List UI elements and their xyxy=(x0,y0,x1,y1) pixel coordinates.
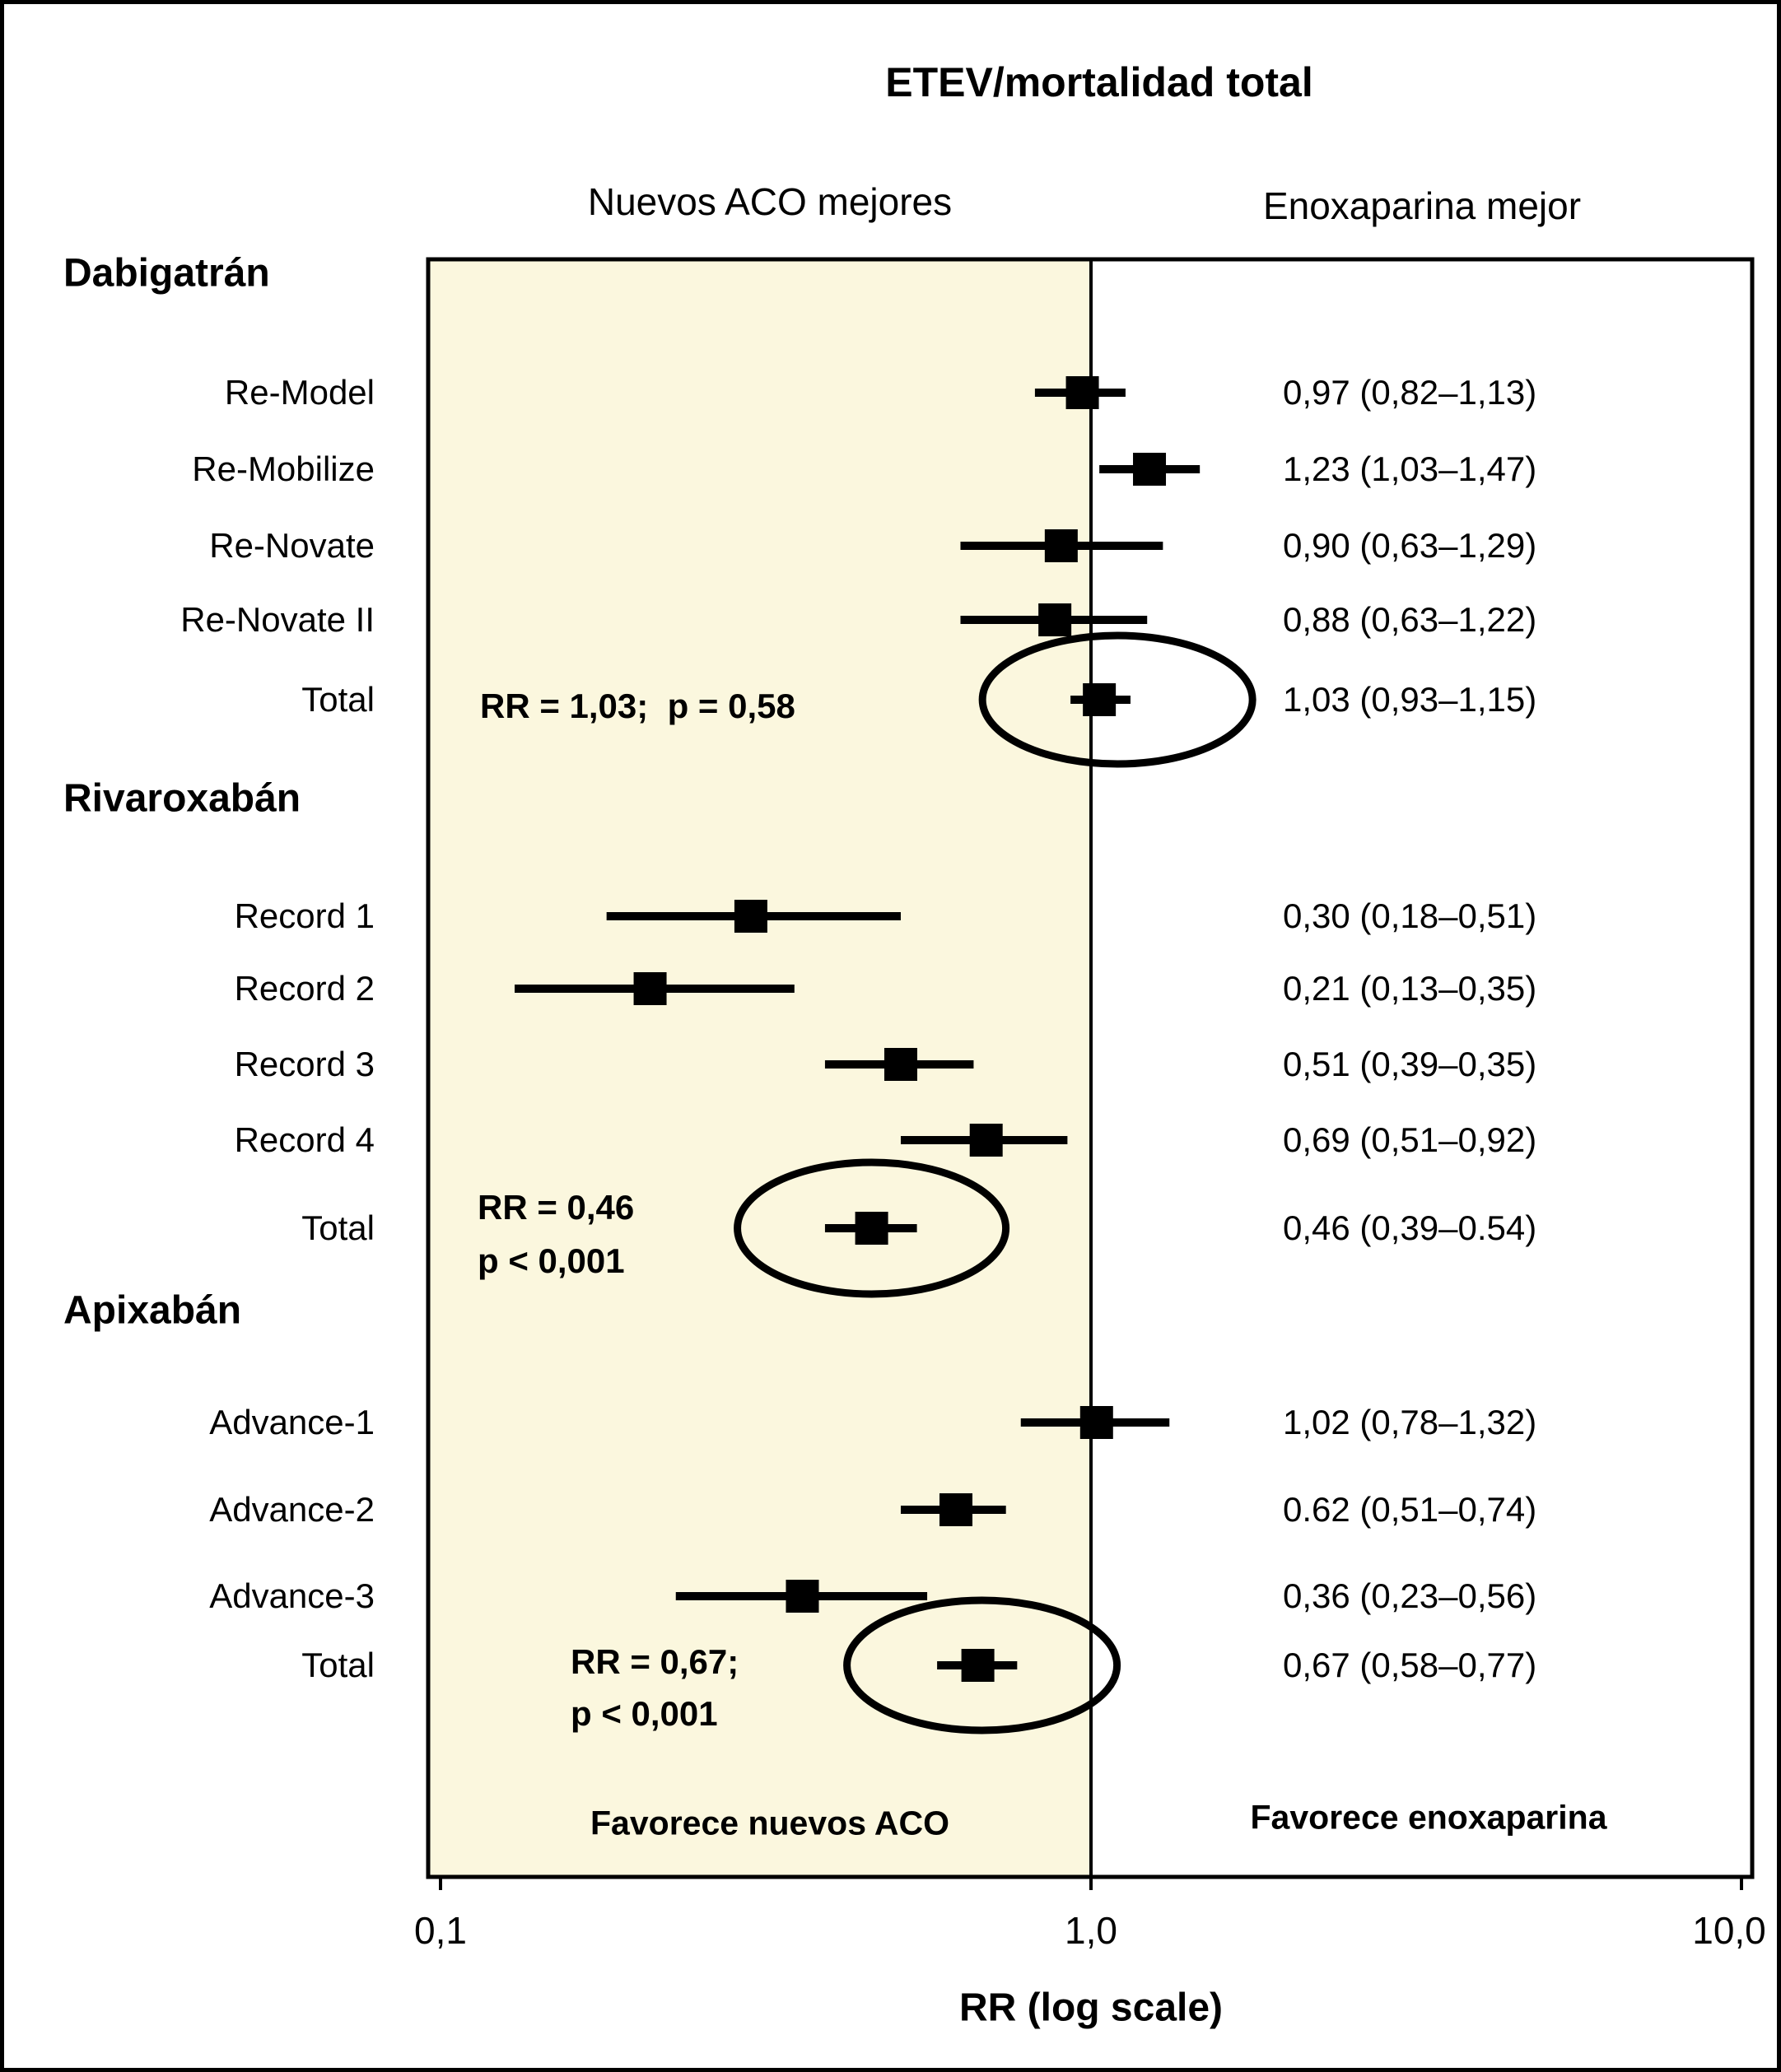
point-estimate-marker xyxy=(1080,1406,1113,1439)
point-estimate-marker xyxy=(1066,376,1099,409)
summary-annotation: RR = 0,67; xyxy=(571,1642,739,1681)
point-estimate-marker xyxy=(962,1649,995,1682)
study-label: Re-Novate II xyxy=(180,600,375,639)
study-label: Total xyxy=(301,1646,375,1684)
study-label: Re-Model xyxy=(224,373,375,412)
study-label: Record 1 xyxy=(234,896,375,935)
rr-ci-value: 0.62 (0,51–0,74) xyxy=(1283,1490,1537,1529)
rr-ci-value: 0,21 (0,13–0,35) xyxy=(1283,969,1537,1008)
point-estimate-marker xyxy=(939,1493,972,1526)
rr-ci-value: 1,23 (1,03–1,47) xyxy=(1283,449,1537,488)
point-estimate-marker xyxy=(884,1048,917,1081)
rr-ci-value: 0,46 (0,39–0.54) xyxy=(1283,1208,1537,1247)
point-estimate-marker xyxy=(1038,603,1071,636)
column-header-left: Nuevos ACO mejores xyxy=(587,180,953,223)
point-estimate-marker xyxy=(634,972,667,1005)
group-heading-apixabán: Apixabán xyxy=(63,1288,242,1333)
summary-annotation: p < 0,001 xyxy=(571,1694,718,1733)
rr-ci-value: 0,36 (0,23–0,56) xyxy=(1283,1576,1537,1615)
study-label: Total xyxy=(301,680,375,719)
rr-ci-value: 0,67 (0,58–0,77) xyxy=(1283,1646,1537,1684)
point-estimate-marker xyxy=(734,900,767,933)
study-label: Advance-1 xyxy=(209,1403,375,1441)
rr-ci-value: 0,69 (0,51–0,92) xyxy=(1283,1120,1537,1159)
group-heading-rivaroxabán: Rivaroxabán xyxy=(63,776,301,821)
shaded-favors-aco-region xyxy=(428,259,1091,1877)
point-estimate-marker xyxy=(786,1580,818,1613)
point-estimate-marker xyxy=(1083,683,1116,716)
x-axis-label: RR (log scale) xyxy=(958,1986,1224,2030)
study-label: Re-Novate xyxy=(209,526,375,565)
point-estimate-marker xyxy=(856,1212,888,1245)
point-estimate-marker xyxy=(970,1124,1003,1157)
study-label: Record 2 xyxy=(234,969,375,1008)
x-tick-0-1: 0,1 xyxy=(414,1909,467,1952)
x-tick-10-0: 10,0 xyxy=(1692,1909,1766,1952)
x-tick-1-0: 1,0 xyxy=(1065,1909,1117,1952)
summary-annotation: RR = 1,03; p = 0,58 xyxy=(480,687,795,725)
study-label: Record 3 xyxy=(234,1045,375,1083)
rr-ci-value: 1,02 (0,78–1,32) xyxy=(1283,1403,1537,1441)
rr-ci-value: 0,88 (0,63–1,22) xyxy=(1283,600,1537,639)
rr-ci-value: 1,03 (0,93–1,15) xyxy=(1283,680,1537,719)
favors-left-label: Favorece nuevos ACO xyxy=(590,1804,949,1842)
study-label: Re-Mobilize xyxy=(192,449,375,488)
column-header-right: Enoxaparina mejor xyxy=(1262,184,1582,227)
favors-right-label: Favorece enoxaparina xyxy=(1250,1798,1607,1837)
rr-ci-value: 0,30 (0,18–0,51) xyxy=(1283,896,1537,935)
rr-ci-value: 0,90 (0,63–1,29) xyxy=(1283,526,1537,565)
summary-annotation: p < 0,001 xyxy=(478,1241,625,1280)
chart-title: ETEV/mortalidad total xyxy=(885,59,1313,105)
study-label: Advance-3 xyxy=(209,1576,375,1615)
summary-annotation: RR = 0,46 xyxy=(478,1188,635,1227)
group-heading-dabigatrán: Dabigatrán xyxy=(63,251,270,296)
point-estimate-marker xyxy=(1045,529,1078,562)
study-label: Advance-2 xyxy=(209,1490,375,1529)
rr-ci-value: 0,97 (0,82–1,13) xyxy=(1283,373,1537,412)
rr-ci-value: 0,51 (0,39–0,35) xyxy=(1283,1045,1537,1083)
forest-plot-canvas xyxy=(4,4,1781,2072)
point-estimate-marker xyxy=(1133,453,1166,486)
study-label: Record 4 xyxy=(234,1120,375,1159)
study-label: Total xyxy=(301,1208,375,1247)
